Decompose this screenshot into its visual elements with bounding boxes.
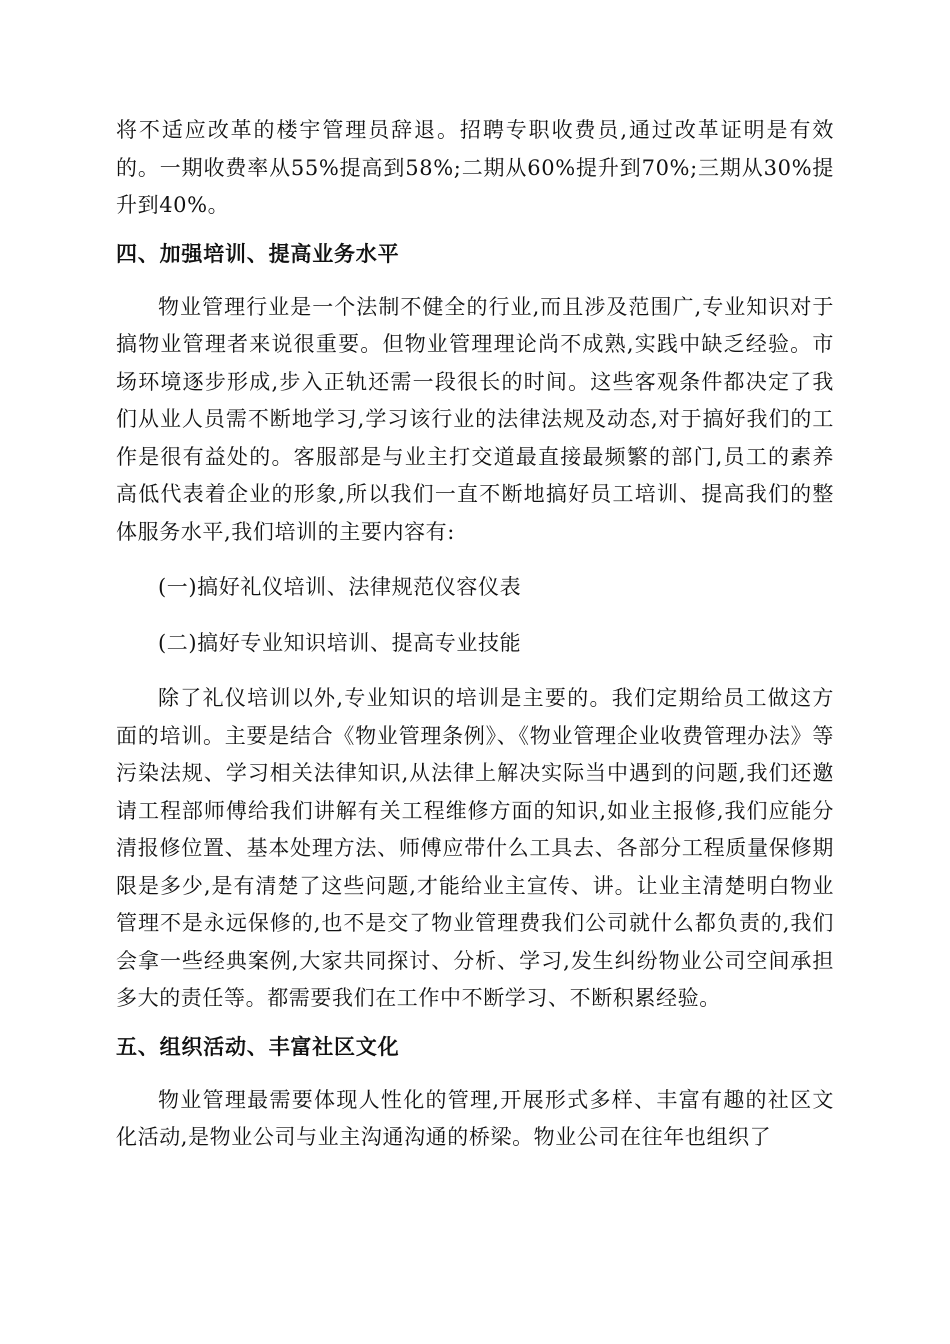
document-body	[116, 112, 834, 1157]
section-five-heading: 五、组织活动、丰富社区文化	[116, 1034, 400, 1059]
intro-paragraph: 将不适应改革的楼宇管理员辞退。招聘专职收费员,通过改革证明是有效的。一期收费率从55%提高到58%;二期从60%提升到70%;三期从30%提升到40%。	[116, 118, 834, 217]
section-four-item-2: (二)搞好专业知识培训、提高专业技能	[158, 630, 522, 655]
section-four-paragraph-1: 物业管理行业是一个法制不健全的行业,而且涉及范围广,专业知识对于搞物业管理者来说很重要。但物业管理理论尚不成熟,实践中缺乏经验。市场环境逐步形成,步入正轨还需一段很长的时间。这些客观条件都决定了我们从业人员需不断地学习,学习该行业的法律法规及动态,对于搞好我们的工作是很有益处的。客服部是与业主打交道最直接最频繁的部门,员工的素养高低代表着企业的形象,所以我们一直不断地搞好员工培训、提高我们的整体服务水平,我们培训的主要内容有:	[116, 294, 834, 544]
section-four-paragraph-2: 除了礼仪培训以外,专业知识的培训是主要的。我们定期给员工做这方面的培训。主要是结合《物业管理条例》、《物业管理企业收费管理办法》等污染法规、学习相关法律知识,从法律上解决实际当中遇到的问题,我们还邀请工程部师傅给我们讲解有关工程维修方面的知识,如业主报修,我们应能分清报修位置、基本处理方法、师傅应带什么工具去、各部分工程质量保修期限是多少,是有清楚了这些问题,才能给业主宣传、讲。让业主清楚明白物业管理不是永远保修的,也不是交了物业管理费我们公司就什么都负责的,我们会拿一些经典案例,大家共同探讨、分析、学习,发生纠纷物业公司空间承担多大的责任等。都需要我们在工作中不断学习、不断积累经验。	[116, 686, 834, 1010]
section-five-paragraph-1: 物业管理最需要体现人性化的管理,开展形式多样、丰富有趣的社区文化活动,是物业公司与业主沟通沟通的桥梁。物业公司在往年也组织了	[116, 1087, 834, 1149]
section-four-heading: 四、加强培训、提高业务水平	[116, 241, 400, 266]
section-four-item-1: (一)搞好礼仪培训、法律规范仪容仪表	[158, 575, 522, 599]
